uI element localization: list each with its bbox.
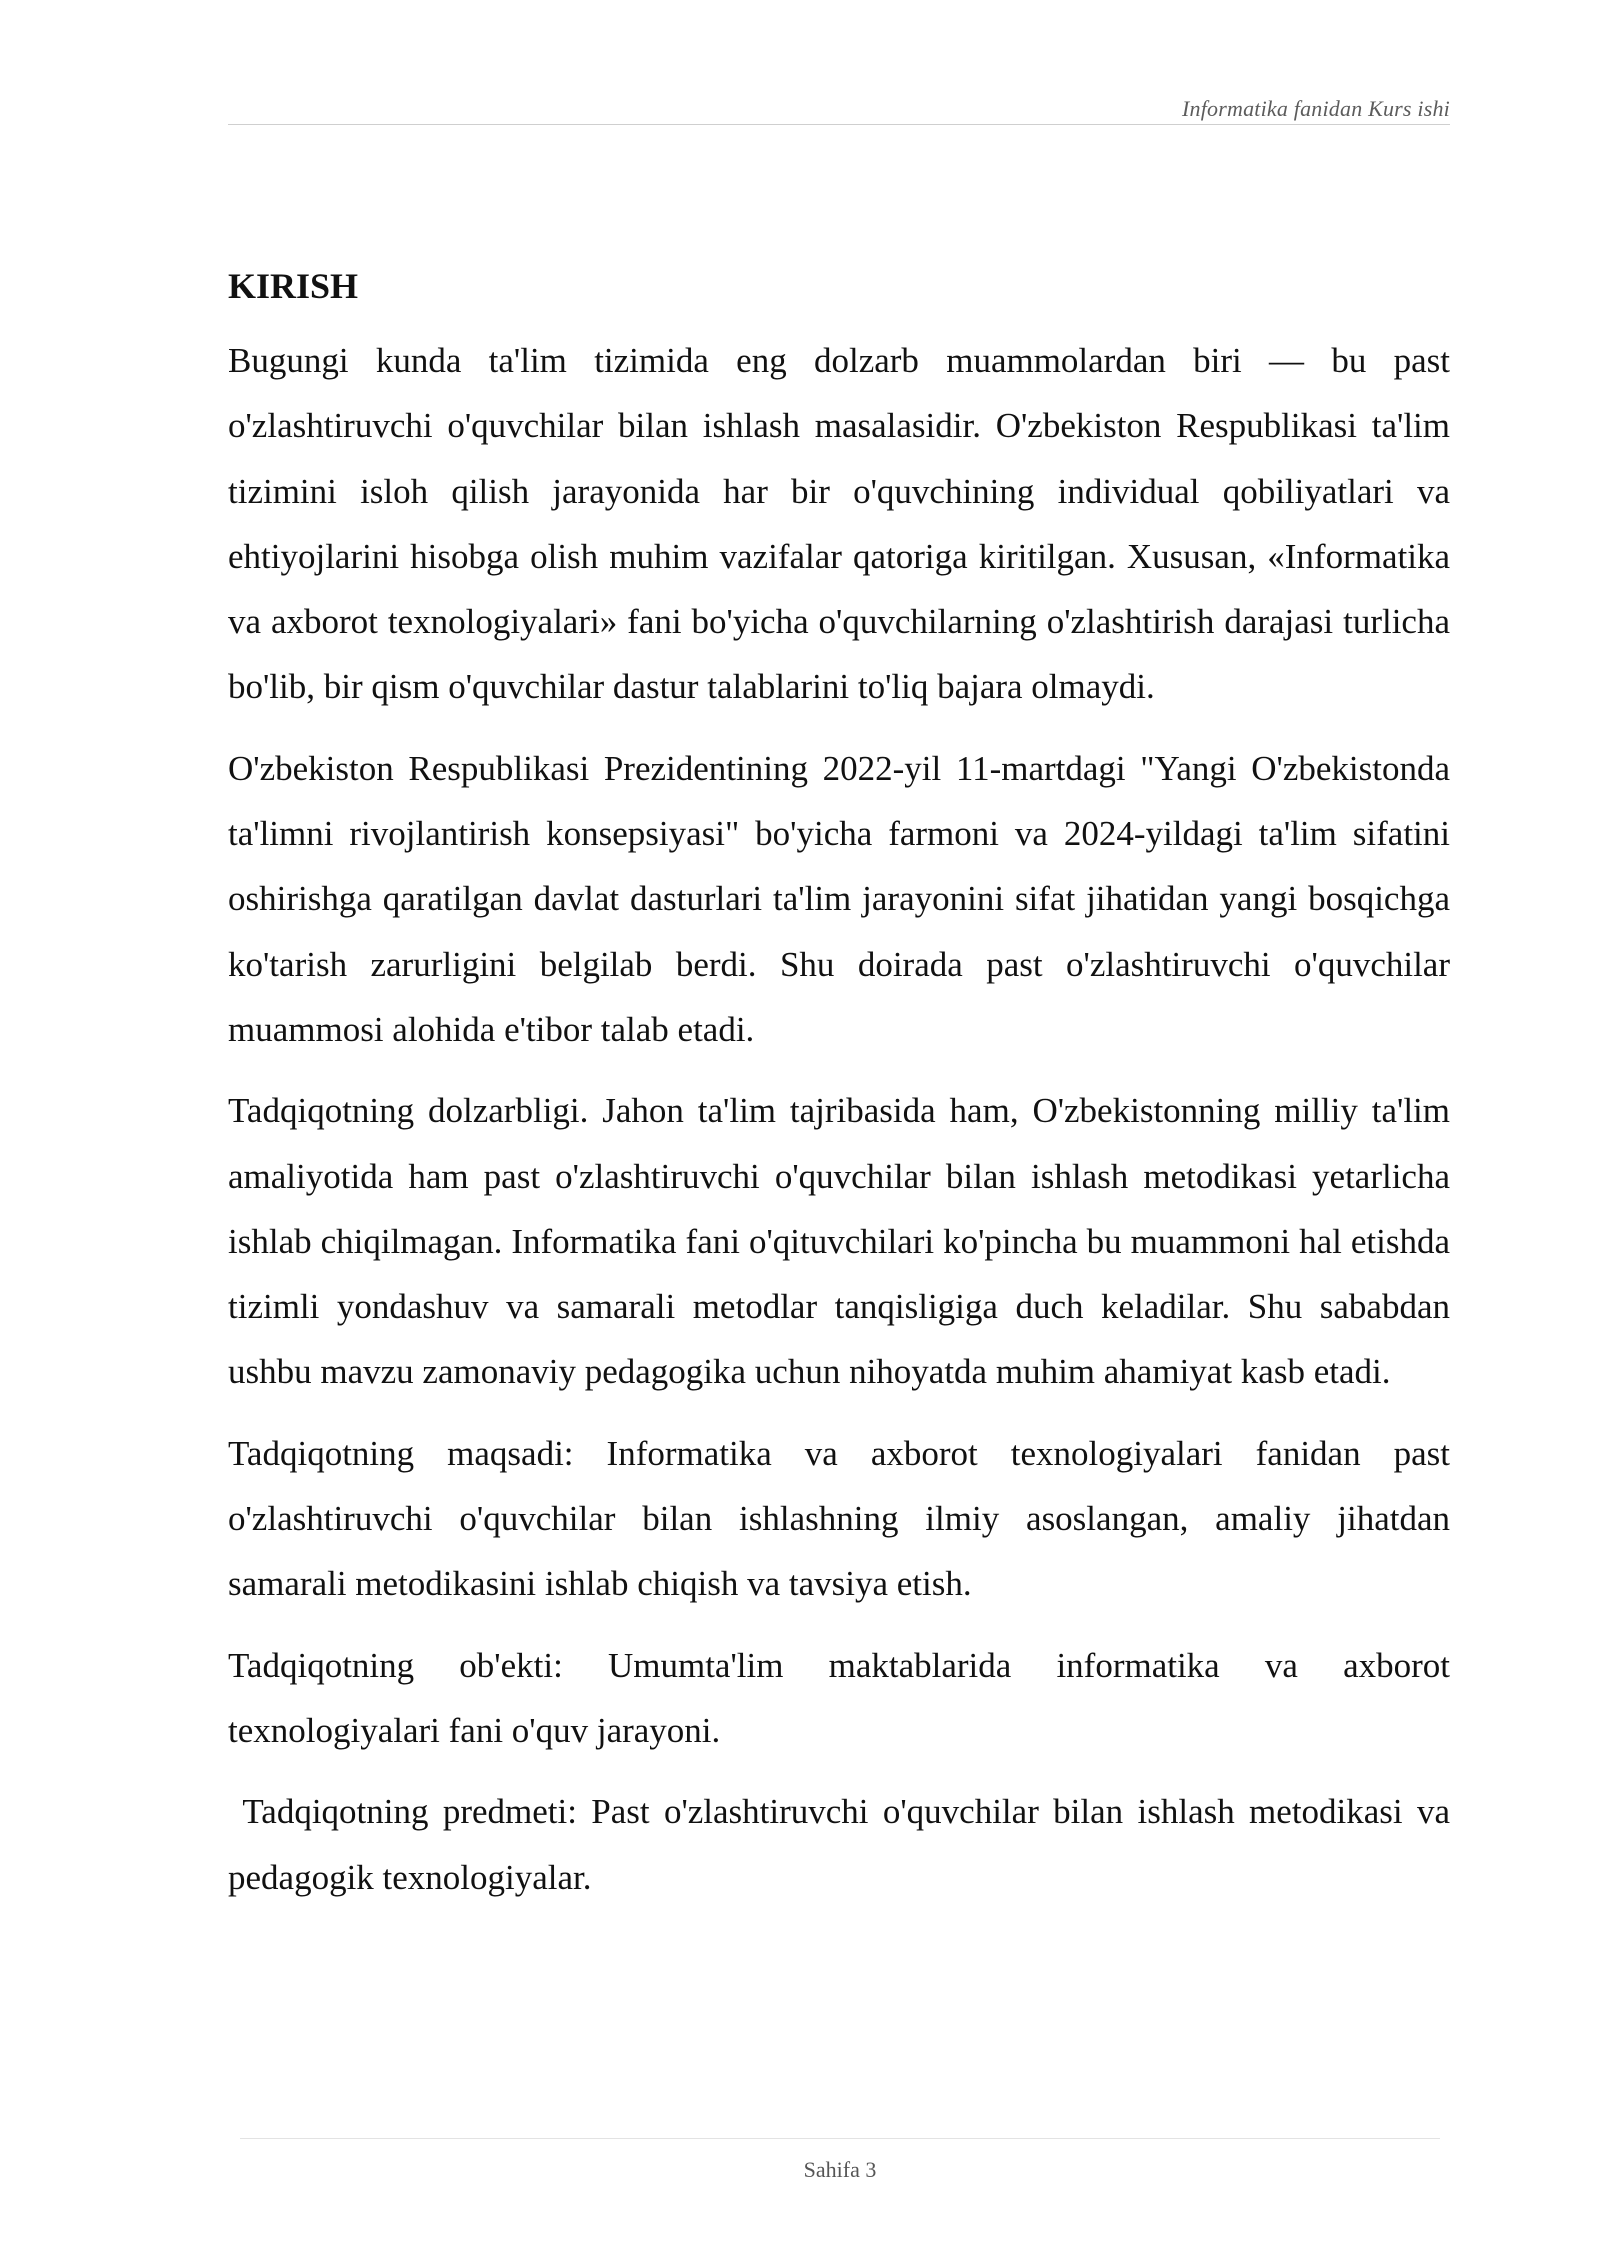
page-number: Sahifa 3 <box>803 2157 877 2182</box>
document-body <box>228 258 1459 1926</box>
page-footer <box>240 2138 1440 2183</box>
section-title: KIRISH <box>228 266 359 306</box>
paragraph-object: Tadqiqotning ob'ekti: Umumta'lim maktablarida informatika va axborot texnologiyalari fani o'quv jarayoni. <box>228 1645 1450 1750</box>
running-header-title: Informatika fanidan Kurs ishi <box>1182 96 1450 121</box>
page-header <box>228 96 1450 125</box>
paragraph-subject: Tadqiqotning predmeti: Past o'zlashtiruvchi o'quvchilar bilan ishlash metodikasi va pedagogik texnologiyalar. <box>228 1792 1459 1897</box>
paragraph-goal: Tadqiqotning maqsadi: Informatika va axborot texnologiyalari fanidan past o'zlashtiruvchi o'quvchilar bilan ishlashning ilmiy asoslangan, amaliy jihatdan samarali metodikasini ishlab chiqish va tavsiya etish. <box>228 1433 1450 1604</box>
paragraph-relevance: Tadqiqotning dolzarbligi. Jahon ta'lim tajribasida ham, O'zbekistonning milliy ta'lim amaliyotida ham past o'zlashtiruvchi o'quvchilar bilan ishlash metodikasi yetarlicha ishlab chiqilmagan. Informatika fani o'qituvchilari ko'pincha bu muammoni hal etishda tizimli yondashuv va samarali metodlar tanqisligiga duch keladilar. Shu sababdan ushbu mavzu zamonaviy pedagogika uchun nihoyatda muhim ahamiyat kasb etadi. <box>228 1091 1450 1392</box>
paragraph-presidential-decree: O'zbekiston Respublikasi Prezidentining 2022-yil 11-martdagi "Yangi O'zbekistonda ta'limni rivojlantirish konsepsiyasi" bo'yicha farmoni va 2024-yildagi ta'lim sifatini oshirishga qaratilgan davlat dasturlari ta'lim jarayonini sifat jihatidan yangi bosqichga ko'tarish zarurligini belgilab berdi. Shu doirada past o'zlashtiruvchi o'quvchilar muammosi alohida e'tibor talab etadi. <box>228 748 1450 1049</box>
paragraph-introduction: Bugungi kunda ta'lim tizimida eng dolzarb muammolardan biri — bu past o'zlashtiruvchi o'quvchilar bilan ishlash masalasidir. O'zbekiston Respublikasi ta'lim tizimini isloh qilish jarayonida har bir o'quvchining individual qobiliyatlari va ehtiyojlarini hisobga olish muhim vazifalar qatoriga kiritilgan. Xususan, «Informatika va axborot texnologiyalari» fani bo'yicha o'quvchilarning o'zlashtirish darajasi turlicha bo'lib, bir qism o'quvchilar dastur talablarini to'liq bajara olmaydi. <box>228 341 1450 707</box>
